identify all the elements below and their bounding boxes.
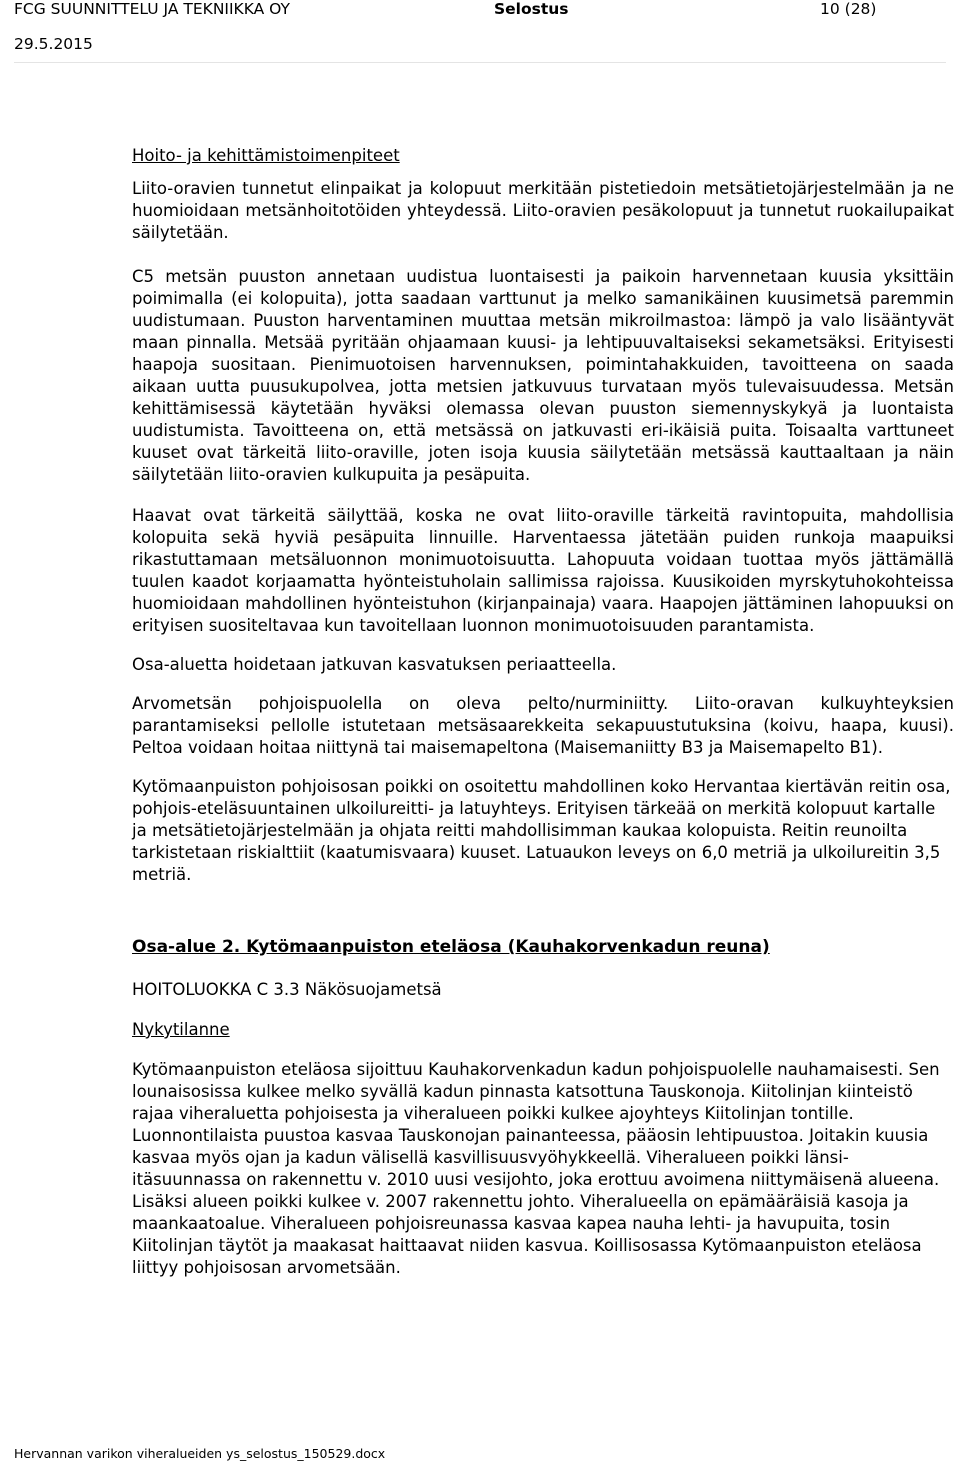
page-footer-filename: Hervannan varikon viheralueiden ys_selostus_150529.docx <box>14 1446 386 1461</box>
paragraph-field-north: Arvometsän pohjoispuolella on oleva pelto/nurminiitty. Liito-oravan kulkuyhteyksien parantamiseksi pellolle istutetaan metsäsaarekkeita sekapuustutuksina (koivu, haapa, kuusi). Peltoa voidaan hoitaa niittynä tai maisemapeltona (Maisemaniitty B3 ja Maisemapelto B1). <box>132 694 954 757</box>
document-body <box>132 145 954 1298</box>
paragraph-outdoor-route: Kytömaanpuiston pohjoisosan poikki on osoitettu mahdollinen koko Hervantaa kiertävän reitin osa, pohjois-eteläsuuntainen ulkoilureitti- ja latuyhteys. Erityisen tärkeää on merkitä kolopuut kartalle ja metsätietojärjestelmään ja ohjata reitti mahdollisimman kaukaa kolopuista. Reitin reunoilta tarkistetaan riskialttiit (kaatumisvaara) kuuset. Latuaukon leveys on 6,0 metriä ja ulkoilureitin 3,5 metriä. <box>132 777 951 884</box>
header-page-number: 10 (28) <box>820 0 877 18</box>
paragraph-aspens: Haavat ovat tärkeitä säilyttää, koska ne ovat liito-oraville tärkeitä ravintopuita, mahdollisia kolopuita sekä hyviä pesäpuita linnuille. Harventaessa jätetään puiden runkoja maapuiksi rikastuttamaan metsäluonnon monimuotoisuutta. Lahopuuta voidaan tuottaa myös jättämällä tuulen kaadot korjaamatta hyönteistuholain sallimissa rajoissa. Kuusikoiden myrskytuhokohteissa huomioidaan mahdollinen hyönteistuhon (kirjanpainaja) vaara. Haapojen jättäminen lahopuuksi on erityisen suositeltavaa kun tavoitellaan luonnon monimuotoisuuden parantamista. <box>132 506 954 635</box>
paragraph-current-state: Kytömaanpuiston eteläosa sijoittuu Kauhakorvenkadun kadun pohjoispuolelle nauhamaisesti. Sen lounaisosissa kulkee melko syvällä kadun pinnasta katsottuna Tauskonoja. Kiitolinjan kiinteistö rajaa viheraluetta pohjoisesta ja viheralueen poikki kulkee ajoyhteys Kiitolinjan tontille. Luonnontilaista puustoa kasvaa Tauskonojan painanteessa, pääosin lehtipuustoa. Joitakin kuusia kasvaa myös ojan ja kadun välisellä kasvillisuusvyöhykkeellä. Viheralueen poikki länsi-itäsuunnassa on rakennettu v. 2010 uusi vesijohto, joka erottuu avoimena niittymäisenä alueena. Lisäksi alueen poikki kulkee v. 2007 rakennettu johto. Viheralueella on epämääräisiä kasoja ja maankaatoalue. Viheralueen pohjoisreunassa kasvaa kapea nauha lehti- ja havupuita, tosin Kiitolinjan täytöt ja maakasat haittaavat niiden kasvua. Koillisosassa Kytömaanpuiston eteläosa liittyy pohjoisosan arvometsään. <box>132 1060 940 1277</box>
paragraph-c5-forest: C5 metsän puuston annetaan uudistua luontaisesti ja paikoin harvennetaan kuusia yksittäin poimimalla (ei kolopuita), jotta saadaan varttunut ja melko samanikäinen kuusimetsä paremmin uudistumaan. Puuston harventaminen muuttaa metsän mikroilmastoa: lämpö ja valo lisääntyvät maan pinnalla. Metsää pyritään ohjaamaan kuusi- ja lehtipuuvaltaiseksi sekametsäksi. Erityisesti haapoja suositaan. Pienimuotoisen harvennuksen, poimintahakkuiden, tavoitteena on saada aikaan uutta puusukupolvea, jotta metsien jatkuvuus turvataan myös tulevaisuudessa. Metsän kehittämisessä käytetään hyväksi olemassa olevan puuston siemennyskykyä ja luontaista uudistumista. Tavoitteena on, että metsässä on jatkuvasti eri-ikäisiä puita. Toisaalta varttuneet kuuset ovat tärkeitä liito-oraville, joten isoja kuusia säilytetään metsässä kauttaaltaan ja näin säilytetään liito-oravien kulkupuita ja pesäpuita. <box>132 267 954 484</box>
care-class-line: HOITOLUOKKA C 3.3 Näkösuojametsä <box>132 980 442 999</box>
paragraph-continuous-cover: Osa-aluetta hoidetaan jatkuvan kasvatuksen periaatteella. <box>132 655 617 674</box>
header-document-title: Selostus <box>494 0 569 18</box>
page-header <box>14 0 946 63</box>
paragraph-flying-squirrel-sites: Liito-oravien tunnetut elinpaikat ja kolopuut merkitään pistetiedoin metsätietojärjestelmään ja ne huomioidaan metsänhoitotöiden yhteydessä. Liito-oravien pesäkolopuut ja tunnetut ruokailupaikat säilytetään. <box>132 179 954 242</box>
section-heading-area-2: Osa-alue 2. Kytömaanpuiston eteläosa (Kauhakorvenkadun reuna) <box>132 937 770 957</box>
subheading-care-measures: Hoito- ja kehittämistoimenpiteet <box>132 146 400 165</box>
header-company: FCG SUUNNITTELU JA TEKNIIKKA OY <box>14 0 290 18</box>
header-date: 29.5.2015 <box>14 35 93 53</box>
subheading-current-state: Nykytilanne <box>132 1020 230 1039</box>
